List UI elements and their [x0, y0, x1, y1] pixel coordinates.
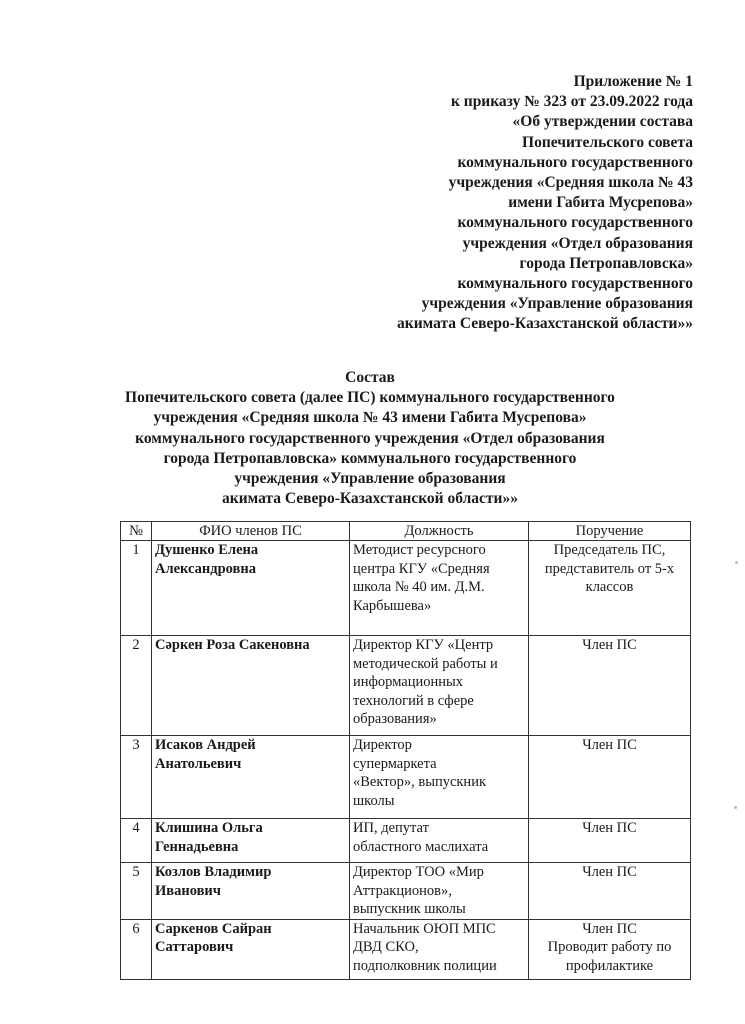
composition-line: коммунального государственного учреждения «Отдел образования [135, 429, 605, 447]
row-number: 1 [121, 541, 152, 636]
appendix-line: учреждения «Отдел образования [462, 234, 693, 252]
member-name [152, 863, 350, 920]
appendix-line: к приказу № 323 от 23.09.2022 года [450, 93, 693, 111]
member-position-line: Методист ресурсного [353, 542, 486, 558]
member-position [350, 541, 529, 636]
member-position-line: Аттракционов», [353, 882, 452, 899]
table-row [121, 541, 691, 636]
appendix-line: коммунального государственного [457, 214, 693, 232]
composition-line: города Петропавловска» коммунального государственного [163, 449, 577, 467]
appendix-line: учреждения «Средняя школа № 43 [448, 174, 693, 192]
member-position-line: центра КГУ «Средняя [353, 560, 490, 577]
table-body [121, 541, 691, 980]
appendix-line: акимата Северо-Казахстанской области»» [397, 315, 693, 333]
member-name-line: Козлов Владимир [155, 864, 272, 880]
table-header-row [121, 522, 691, 541]
member-position-line: ИП, депутат [353, 820, 429, 836]
member-assignment [529, 863, 691, 920]
member-name-line: Анатольевич [155, 755, 242, 772]
appendix-line: Приложение № 1 [573, 73, 693, 90]
appendix-line: Попечительского совета [522, 133, 693, 151]
member-position-line: выпускник школы [353, 901, 466, 917]
member-name [152, 736, 350, 819]
member-name [152, 919, 350, 979]
member-assignment [529, 541, 691, 636]
row-number: 6 [121, 919, 152, 979]
member-position-line: подполковник полиции [353, 957, 497, 974]
appendix-line: «Об утверждении состава [512, 113, 693, 131]
member-assignment-line: профилактике [565, 957, 654, 974]
member-position [350, 819, 529, 863]
table-row [121, 863, 691, 920]
appendix-line: города Петропавловска» [519, 254, 693, 272]
member-position-line: технологий в сфере [353, 692, 474, 709]
appendix-line: коммунального государственного [457, 153, 693, 171]
appendix-line: имени Габита Мусрепова» [508, 194, 693, 212]
member-position [350, 736, 529, 819]
header-position: Должность [350, 522, 529, 541]
member-position-line: супермаркета [353, 755, 437, 772]
member-position [350, 919, 529, 979]
member-position-line: образования» [353, 711, 437, 727]
row-number: 2 [121, 636, 152, 736]
member-name-line: Клишина Ольга [155, 820, 263, 836]
row-number: 3 [121, 736, 152, 819]
table-row [121, 919, 691, 979]
member-name-line: Исаков Андрей [155, 737, 256, 753]
member-assignment [529, 919, 691, 979]
member-name-line: Саркенов Сайран [155, 920, 272, 937]
row-number: 5 [121, 863, 152, 920]
scan-speck [734, 806, 737, 809]
composition-line: учреждения «Средняя школа № 43 имени Габита Мусрепова» [153, 409, 587, 427]
member-assignment-line: Проводит работу по [547, 939, 672, 955]
appendix-line: учреждения «Управление образования [421, 295, 693, 313]
table-row [121, 819, 691, 863]
member-assignment [529, 636, 691, 736]
member-name [152, 819, 350, 863]
table-row [121, 636, 691, 736]
member-assignment-line: классов [585, 579, 634, 595]
member-position-line: школа № 40 им. Д.М. [353, 579, 485, 595]
header-assignment: Поручение [529, 522, 691, 541]
composition-line: акимата Северо-Казахстанской области»» [222, 490, 518, 508]
member-name-line: Иванович [155, 882, 221, 899]
member-name-line: Геннадьевна [155, 838, 239, 855]
member-position [350, 863, 529, 920]
member-assignment-line: Член ПС [582, 737, 637, 753]
member-position-line: Начальник ОЮП МПС [353, 920, 496, 937]
member-name-line: Александровна [155, 560, 256, 577]
header-number: № [121, 522, 152, 541]
member-name-line: Саттарович [155, 939, 234, 955]
member-assignment-line: Член ПС [582, 820, 637, 836]
member-assignment [529, 736, 691, 819]
member-position-line: школы [353, 792, 395, 809]
composition-heading [100, 368, 640, 509]
member-position-line: методической работы и [353, 655, 498, 672]
member-position [350, 636, 529, 736]
member-position-line: ДВД СКО, [353, 939, 419, 955]
member-position-line: Директор [353, 737, 412, 753]
composition-line: Попечительского совета (далее ПС) коммунального государственного [125, 389, 615, 407]
member-name [152, 636, 350, 736]
member-position-line: Директор ТОО «Мир [353, 864, 484, 880]
member-position-line: областного маслихата [353, 838, 489, 855]
member-assignment-line: представитель от 5-х [544, 560, 675, 577]
member-assignment-line: Председатель ПС, [553, 542, 666, 558]
member-position-line: «Вектор», выпускник [353, 774, 486, 790]
member-assignment-line: Член ПС [582, 864, 637, 880]
member-name-line: Сәркен Роза Сакеновна [155, 637, 310, 653]
member-assignment [529, 819, 691, 863]
appendix-line: коммунального государственного [457, 275, 693, 293]
member-name-line: Душенко Елена [155, 542, 259, 558]
scan-speck [735, 561, 738, 564]
header-fio: ФИО членов ПС [152, 522, 350, 541]
member-assignment-line: Член ПС [582, 920, 637, 937]
members-table [120, 521, 691, 980]
table-row [121, 736, 691, 819]
member-position-line: Карбышева» [353, 597, 432, 614]
member-position-line: Директор КГУ «Центр [353, 637, 494, 653]
composition-line: учреждения «Управление образования [234, 470, 506, 488]
member-position-line: информационных [353, 674, 463, 690]
appendix-header [397, 72, 693, 335]
row-number: 4 [121, 819, 152, 863]
member-name [152, 541, 350, 636]
composition-title: Состав [345, 369, 395, 386]
member-assignment-line: Член ПС [582, 637, 637, 653]
